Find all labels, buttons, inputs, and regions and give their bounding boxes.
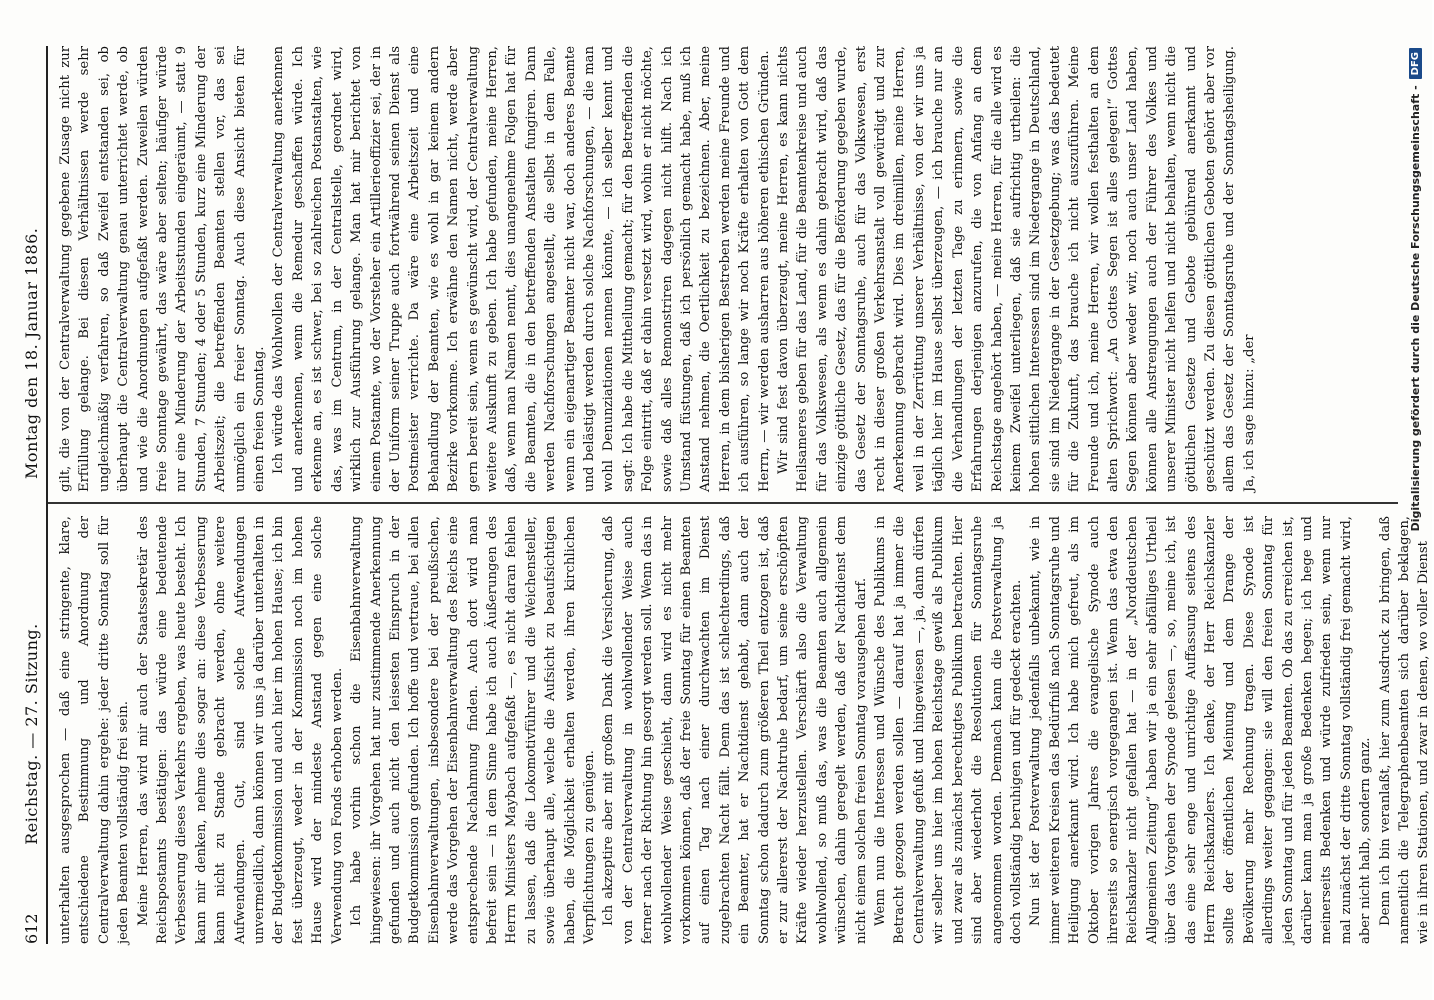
paragraph: Ich habe vorhin schon die Eisenbahnverwaltung hingewiesen: ihr Vorgehen hat nur zustimmende Anerkennung gefunden und auch nicht den leisesten Einspruch in der Budgetkommission gefunden. Ich hoffe und vertraue, bei allen Eisenbahnverwaltungen, insbesondere bei der preußischen, werde das Vorgehen der Eisenbahnverwaltung des Reichs eine entsprechende Nachahmung finden. Auch dort wird man befreit sein — in dem Sinne habe ich auch Äußerungen des Herrn Ministers Maybach aufgefaßt —, es nicht daran fehlen zu lassen, daß die Lokomotivführer und die Weichensteller, sowie überhaupt alle, welche die Aufsicht zu beaufsichtigen haben, die Möglichkeit erhalten werden, ihren kirchlichen Verpflichtungen zu genügen. (349, 516, 597, 944)
paragraph: unterhalten ausgesprochen — daß eine stringente, klare, entschiedene Bestimmung und Anordnung der Centralverwaltung dahin ergehe: jeder dritte Sonntag soll für jeden Beamten vollständig frei sein. (58, 516, 132, 944)
paragraph: Nun ist der Postverwaltung jedenfalls unbekannt, wie in immer weiteren Kreisen das Bedürfniß nach Sonntagsruhe und Heiligung anerkannt wird. Ich habe mich gefreut, als im Oktober vorigen Jahres die evangelische Synode auch ihrerseits so energisch vorgegangen ist. Wenn das etwa den Reichskanzler nicht gefallen hat — in der „Norddeutschen Allgemeinen Zeitung“ haben wir ja ein sehr abfälliges Urtheil über das Vorgehen der Synode gelesen —, so, meine ich, ist das eine sehr enge und unrichtige Auffassung seitens des Herrn Reichskanzlers. Ich denke, der Herr Reichskanzler sollte der öffentlichen Meinung und dem Drange der Bevölkerung mehr Rechnung tragen. Diese Synode ist allerdings weiter gegangen: sie will den freien Sonntag für jeden Sonntag und für jeden Beamten. Ob das zu erreichen ist, darüber kann man ja große Bedenken hegen; ich hege und meinerseits Bedenken und würde zufrieden sein, wenn nur mal zunächst der dritte Sonntag vollständig frei gemacht wird, aber nicht halb, sondern ganz. (1028, 516, 1374, 944)
paragraph: Wenn nun die Interessen und Wünsche des Publikums in Betracht gezogen werden sollen — darauf hat ja immer die Centralverwaltung gefußt und hingewiesen —, ja, dann dürfen wir selber uns hier im hohen Reichstage gewiß als Publikum und zwar als zunächst berechtigtes Publikum betrachten. Hier sind aber wiederholt die Resolutionen für Sonntagsruhe angenommen worden. Demnach kann die Postverwaltung ja doch vollständig beruhigen und für gedeckt erachten. (873, 516, 1024, 944)
session-date: Montag den 18. Januar 1886. (22, 227, 41, 479)
column-divider (48, 502, 1398, 504)
page-number: 612 (22, 913, 41, 944)
session-title: Reichstag. — 27. Sitzung. (22, 623, 41, 845)
header-rule (46, 46, 48, 944)
paragraph: Wir sind fest davon überzeugt, meine Herren, es kann nichts Heilsameres geben für das Land, für die Beamtenkreise und auch für das Volkswesen, als wenn es dahin gebracht wird, daß das einzige göttliche Gesetz, das für die Beförderung gegeben wurde, das Gesetz der Sonntagsruhe, auch für das Volkswesen, erst recht in dieser großen Verkehrsanstalt voll gewürdigt und zur Anerkennung gebracht wird. Dies im dreimillen, meine Herren, weil in der Zerrüttung unserer Verhältnisse, von der wir uns ja täglich hier im Hause selbst überzeugen, — ich brauche nur an die Verhandlungen der letzten Tage zu erinnern, sowie die Erfahrungen derjenigen anzurufen, die von Anfang an dem Reichstage angehört haben, — meine Herren, für die alle wird es keinem Zweifel unterliegen, daß sie aufrichtig urtheilen: die hohen sittlichen Interessen sind im Niedergange in Deutschland, sie sind im Niedergange in der Gesetzgebung; was das bedeutet für die Zukunft, das brauche ich nicht auszuführen. Meine Freunde und ich, meine Herren, wir wollen festhalten an dem alten Sprichwort: „An Gottes Segen ist alles gelegen!“ Gottes Segen können aber weder wir, noch auch unser Land haben, können alle Anstrengungen auch der Führer des Volkes und unserer Minister nicht helfen und nicht behalten, wenn nicht die göttlichen Gesetze und Gebote gebührend anerkannt und geschützt werden. Zu diesen göttlichen Geboten gehört aber vor allem das Gesetz der Sonntagsruhe und der Sonntagsheiligung. Ja, ich sage hinzu: „der (776, 46, 1257, 492)
digitization-credit (1398, 0, 1432, 1000)
dfg-logo: DFG (1409, 48, 1422, 79)
right-column (56, 46, 1396, 492)
paragraph: Denn ich bin veranlaßt, hier zum Ausdruck zu bringen, daß namentlich die Telegraphenbeamten sich darüber beklagen, wie in ihren Stationen, und zwar in denen, wo voller Dienst (1377, 516, 1432, 944)
paragraph: Meine Herren, das wird mir auch der Staatssekretär des Reichspostamts bestätigen: das würde eine bedeutende Verbesserung dieses Verkehrs ergeben, was heute besteht. Ich kann mir denken, nehme dies sogar an: diese Verbesserung kann nicht zu Stande gebracht werden, ohne weitere Aufwendungen. Gut, sind solche Aufwendungen unvermeidlich, dann können wir uns ja darüber unterhalten in der Budgetkommission und auch hier im hohen Hause; ich bin fest überzeugt, weder in der Kommission noch im hohen Hause wird der mindeste Anstand gegen eine solche Verwendung von Fonds erhoben werden. (135, 516, 345, 944)
paragraph: Ich akzeptire aber mit großem Dank die Versicherung, daß von der Centralverwaltung in wohlwollender Weise auch ferner nach der Richtung hin gesorgt werden soll. Wenn das in wohlwollender Weise geschieht, dann wird es nicht mehr vorkommen können, daß der freie Sonntag für einen Beamten auf einen Tag nach einer durchwachten im Dienst zugebrachten Nacht fällt. Denn das ist schlechterdings, daß ein Beamter, hat er Nachtdienst gehabt, dann auch der Sonntag schon dadurch zum größeren Theil entzogen ist, daß er zur allererst der Nachtruhe bedarf, um seine erschöpften Kräfte wieder herzustellen. Verschärft also die Verwaltung wohlwollend, so muß das, was die Beamten auch allgemein wünschen, dahin geregelt werden, daß der Nachtdienst dem nicht einem solchen freien Sonntag vorausgehen darf. (601, 516, 869, 944)
credit-text: Digitalisierung gefördert durch die Deutsche Forschungsgemeinschaft - (1408, 85, 1422, 532)
page-header (22, 46, 44, 944)
paragraph: gilt, die von der Centralverwaltung gegebene Zusage nicht zur Erfüllung gelange. Bei diesen Verhältnissen werde sehr ungleichmäßig verfahren, so daß Zweifel entstanden sei, ob überhaupt die Centralverwaltung genau unterrichtet werde, ob und wie die Anordnungen aufgefaßt werden. Zuweilen würden freie Sonntage gewährt, das wäre aber selten; häufiger würde nur eine Minderung der Arbeitsstunden eingeräumt, — statt 9 Stunden, 7 Stunden; 4 oder 5 Stunden, kurz eine Minderung der Arbeitszeit; die betreffenden Beamten stellen vor, das sei unmöglich ein freier Sonntag. Auch diese Ansicht bieten für einen freien Sonntag. (58, 46, 268, 492)
paragraph: Ich würde das Wohlwollen der Centralverwaltung anerkennen und anerkennen, wenn die Remedur geschaffen würde. Ich erkenne an, es ist schwer, bei so zahlreichen Postanstalten, wie das, was im Centrum, in der Centralstelle, geordnet wird, wirklich zur Ausführung gelange. Man hat mir berichtet von einem Postamte, wo der Vorsteher ein Artillerieoffizier sei, der in der Uniform seiner Truppe auch fortwährend seinen Dienst als Postmeister verrichte. Da wäre eine Arbeitszeit und eine Behandlung der Beamten, wie es wohl in gar keinem andern Bezirke vorkomme. Ich erwähne den Namen nicht, werde aber gern bereit sein, wenn es gewünscht wird, der Centralverwaltung weitere Auskunft zu geben. Ich habe gefunden, meine Herren, daß, wenn man Namen nennt, dies unangenehme Folgen hat für die Beamten, die in den betreffenden Anstalten fungiren. Dann werden Nachforschungen angestellt, die selbst in dem Falle, wenn ein eigenartiger Beamter nicht war, doch anderes Beamte und belästigt werden durch solche Nachforschungen, — die man wohl Denunziationen nennen könnte, — ich selber kennt und sagt: Ich habe die Mittheilung gemacht; für den Betreffenden die Folge eintritt, daß er dahin versetzt wird, wohin er nicht möchte, sowie daß alles Remonstriren dagegen nicht hilft. Nach ich Umstand füstungen, daß ich persönlich gemacht habe, muß ich Anstand nehmen, die Oertlichkeit zu bezeichnen. Aber, meine Herren, in dem bisherigen Bestreben werden meine Freunde und ich ausführen, so lange wir noch Kräfte erhalten von Gott dem Herrn, — wir werden ausharren aus höheren ethischen Gründen. (271, 46, 772, 492)
left-column (56, 516, 1432, 944)
